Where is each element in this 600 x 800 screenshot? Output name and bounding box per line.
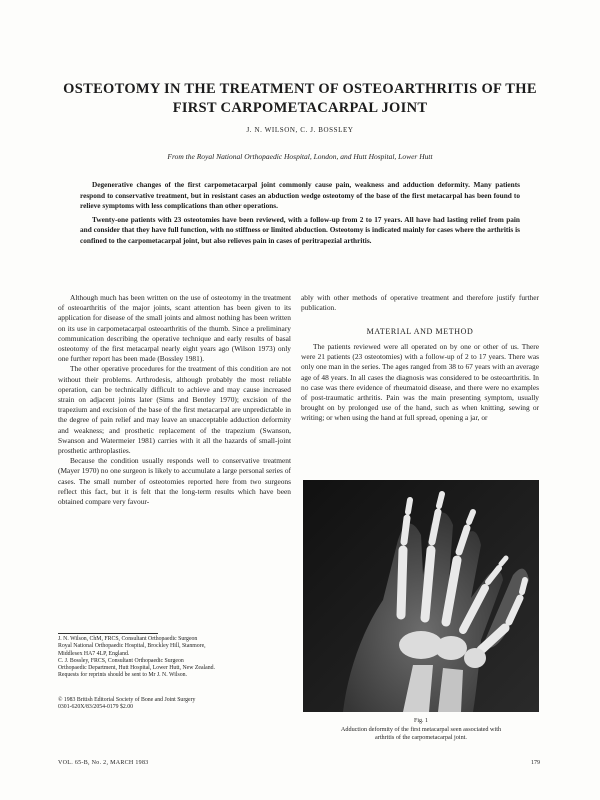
footnote-line: Requests for reprints should be sent to Mr J. N. Wilson. xyxy=(58,672,187,679)
journal-volume-footer: VOL. 65-B, No. 2, MARCH 1983 xyxy=(58,760,149,766)
body-left-column xyxy=(58,293,291,507)
footnote-line: J. N. Wilson, ChM, FRCS, Consultant Orthopaedic Surgeon xyxy=(58,636,198,642)
author-footnotes xyxy=(58,636,298,680)
affiliation: From the Royal National Orthopaedic Hospital, London, and Hutt Hospital, Lower Hutt xyxy=(167,152,433,161)
body-paragraph: Although much has been written on the use of osteotomy in the treatment of osteoarthritis of the major joints, scant attention has been given to its application for disease of the small joints and almost nothing has been written on its use in carpometacarpal osteoarthritis of the thumb. Since a preliminary communication describing the operative technique and early results of basal osteotomy of the first metacarpal nearly eight years ago (Wilson 1973) only one further report has been made (Bossley 1981). xyxy=(58,293,291,364)
footnote-divider xyxy=(58,633,158,634)
body-paragraph-continued: ably with other methods of operative treatment and therefore justify further publication. xyxy=(301,293,539,313)
abstract-paragraph-2: Twenty-one patients with 23 osteotomies have been reviewed, with a follow-up from 2 to 17 years. All have had lasting relief from pain and consider that they have full function, with no stiffness or limited abduction. Osteotomy is indicated mainly for cases where the arthritis is confined to the carpometacarpal joint, but also relieves pain in cases of peritrapezial arthritis. xyxy=(80,214,520,245)
title-line-1: OSTEOTOMY IN THE TREATMENT OF OSTEOARTHRITIS OF THE xyxy=(63,81,537,97)
body-paragraph: Because the condition usually responds well to conservative treatment (Mayer 1970) no one surgeon is likely to accumulate a large personal series of cases. The small number of osteotomies reported here from two surgeons reflect this fact, but it is felt that the long-term results which have been obtained compare very favour- xyxy=(58,456,291,507)
body-right-column xyxy=(301,342,539,424)
footnote-line: C. J. Bossley, FRCS, Consultant Orthopaedic Surgeon xyxy=(58,657,184,664)
figure-caption-line-2: arthritis of the carpometacarpal joint. xyxy=(375,734,467,741)
body-paragraph: The patients reviewed were all operated on by one or other of us. There were 21 patients (23 osteotomies) with a follow-up of 2 to 17 years. There was only one man in the series. The ages ranged from 38 to 67 years with an average age of 48 years. In all cases the diagnosis was considered to be osteoarthritis. In no case was there evidence of rheumatoid disease, and there were no examples of post-traumatic arthritis. Pain was the main presenting symptom, usually brought on by prolonged use of the hand, such as when knitting, sewing or writing; or when using the hand at full spread, opening a jar, or xyxy=(301,342,539,423)
figure-caption xyxy=(303,726,539,742)
hand-radiograph xyxy=(303,480,539,712)
page-number: 179 xyxy=(531,760,540,766)
footnote-line: Royal National Orthopaedic Hospital, Brockley Hill, Stanmore, xyxy=(58,643,206,650)
title-line-2: FIRST CARPOMETACARPAL JOINT xyxy=(172,100,428,116)
abstract-paragraph-1: Degenerative changes of the first carpometacarpal joint commonly cause pain, weakness and adduction deformity. Many patients respond to conservative treatment, but in resistant cases an abduction wedge osteotomy of the base of the first metacarpal has been found to relieve symptoms with less complications than other operations. xyxy=(80,180,520,210)
footnote-line: Middlesex HA7 4LP, England. xyxy=(58,650,130,657)
footnote-line: Orthopaedic Department, Hutt Hospital, Lower Hutt, New Zealand. xyxy=(58,665,215,672)
body-paragraph: The other operative procedures for the treatment of this condition are not without their problems. Arthrodesis, although probably the most reliable operation, can be technically difficult to achieve and may cause increased strain on adjacent joints later (Sims and Bentley 1970); excision of the trapezium and excision of the base of the first metacarpal are unpredictable in the degree of pain relief and may leave an unacceptable adduction deformity and weakness; and prosthetic replacement of the trapezium (Swanson, Swanson and Watermeier 1981) carries with it all the hazards of small-joint prosthetic arthroplasties. xyxy=(58,364,291,456)
figure-caption-line-1: Adduction deformity of the first metacarpal seen associated with xyxy=(340,726,502,733)
copyright-line: © 1983 British Editorial Society of Bone and Joint Surgery xyxy=(58,697,196,703)
abstract xyxy=(80,180,520,249)
figure-label: Fig. 1 xyxy=(413,718,428,724)
body-right-column-top xyxy=(301,293,539,313)
section-heading: MATERIAL AND METHOD xyxy=(366,327,474,336)
figure-xray-image xyxy=(303,480,539,800)
article-title xyxy=(40,80,560,118)
copyright-line: 0301-620X/83/2054-0179 $2.00 xyxy=(58,704,134,711)
copyright-notice xyxy=(58,697,298,712)
author-list: J. N. WILSON, C. J. BOSSLEY xyxy=(246,126,354,134)
